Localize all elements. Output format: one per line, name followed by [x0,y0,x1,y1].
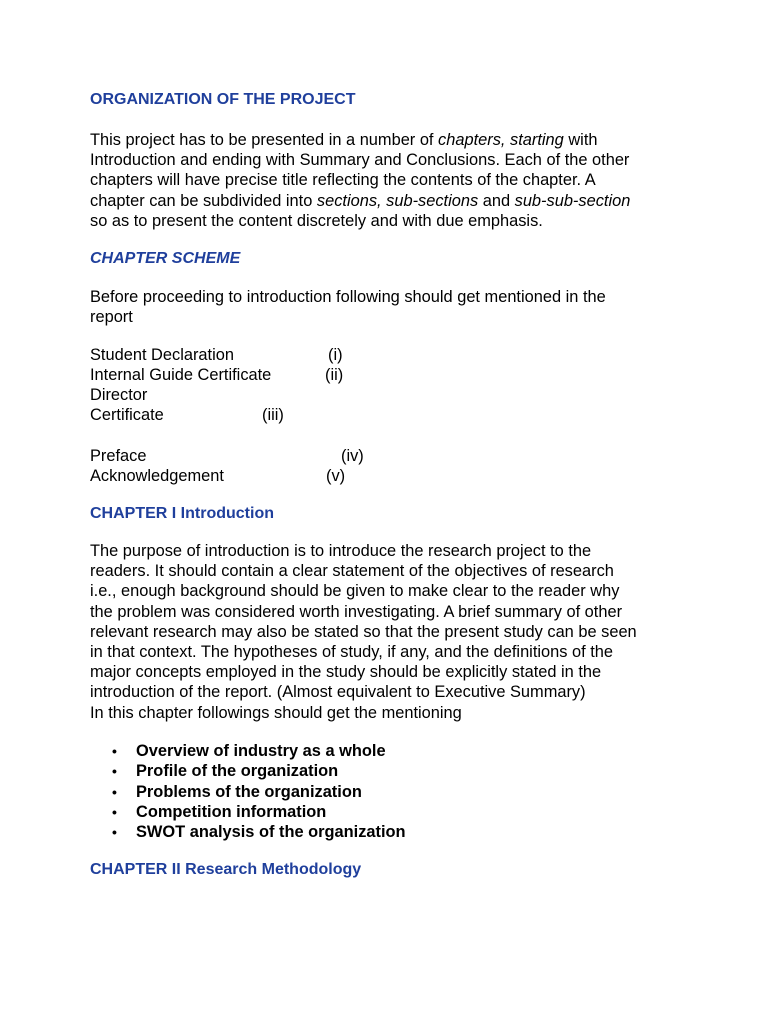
scheme-entry-preface: Preface [90,447,147,465]
bullet-icon: • [112,824,117,841]
organization-line-5: so as to present the content discretely and with due emphasis. [90,211,543,230]
list-item: • Competition information [112,802,327,821]
list-item: • SWOT analysis of the organization [112,823,406,842]
scheme-numeral-iii: (iii) [262,406,284,424]
document-page [90,0,690,1024]
chapter-scheme-heading: CHAPTER SCHEME [90,250,241,267]
scheme-numeral-iv: (iv) [341,447,364,465]
organization-heading: ORGANIZATION OF THE PROJECT [90,91,356,108]
scheme-entry-certificate: Certificate [90,406,164,424]
chapter-1-heading: CHAPTER I Introduction [90,505,274,522]
list-item: • Overview of industry as a whole [112,742,386,760]
scheme-entry-student-declaration: Student Declaration [90,346,234,364]
chapter-scheme-intro: Before proceeding to introduction following should get mentioned in the report [90,288,606,327]
list-item: • Problems of the organization [112,782,362,801]
bullet-icon: • [112,803,117,820]
organization-line-2: Introduction and ending with Summary and Conclusions. Each of the other [90,151,630,170]
scheme-entry-acknowledgement: Acknowledgement [90,467,224,485]
scheme-entry-director: Director [90,386,148,404]
list-item: • Profile of the organization [112,762,339,781]
scheme-numeral-ii: (ii) [325,366,344,384]
scheme-entry-internal-guide: Internal Guide Certificate [90,366,272,384]
bullet-icon: • [112,743,117,759]
chapter-2-heading: CHAPTER II Research Methodology [90,861,362,878]
organization-line-3: chapters will have precise title reflecting the contents of the chapter. A [90,171,596,190]
chapter-1-bullet-list [90,741,406,842]
organization-paragraph [90,130,690,231]
scheme-numeral-i: (i) [328,346,343,364]
organization-line-1: This project has to be presented in a number of chapters, starting with [90,131,598,149]
chapter-1-paragraph: The purpose of introduction is to introduce the research project to the readers. It should contain a clear statement of the objectives of research i.e., enough background should be given to make clear to the reader why the problem was considered worth investigating. A brief summary of other relevant research may also be stated so that the present study can be seen in that context. The hypotheses of study, if any, and the definitions of the major concepts employed in the study should be explicitly stated in the introduction of the report. (Almost equivalent to Executive Summary) In this chapter followings should get the mentioning [90,542,637,722]
organization-line-4: chapter can be subdivided into sections, sub-sections and sub-sub-section [90,191,631,210]
scheme-numeral-v: (v) [326,467,346,485]
bullet-icon: • [112,763,117,780]
bullet-icon: • [112,783,117,800]
